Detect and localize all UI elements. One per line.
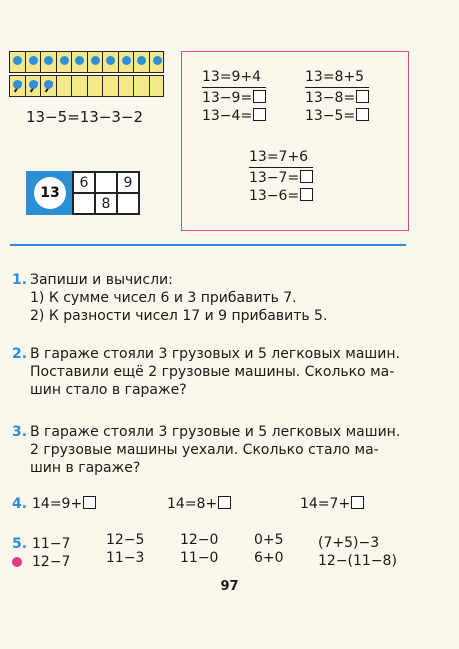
task-number: 5. <box>12 536 28 552</box>
counter-cell <box>71 51 87 73</box>
task-4-item <box>32 495 96 513</box>
equation-triad <box>305 68 369 125</box>
counter-cell <box>149 51 165 73</box>
task-4-number <box>12 495 30 513</box>
equation: 14=7+ <box>300 496 351 512</box>
task-text: шин стало в гараже? <box>30 382 187 398</box>
task-3 <box>12 423 400 477</box>
task-text: В гараже стояли 3 грузовых и 5 легковых машин. <box>30 346 400 362</box>
task-4-item <box>300 495 364 513</box>
task-number: 1. <box>12 272 28 288</box>
answer-box[interactable] <box>300 188 313 201</box>
task-number: 4. <box>12 496 28 512</box>
equation: 14=9+ <box>32 496 83 512</box>
composition-cell <box>95 172 117 193</box>
counter-cell <box>102 51 118 73</box>
answer-box[interactable] <box>218 496 231 509</box>
counter-cell <box>102 75 118 97</box>
task-text: В гараже стояли 3 грузовые и 5 легковых машин. <box>30 424 401 440</box>
composition-cell <box>73 193 95 214</box>
answer-box[interactable] <box>300 170 313 183</box>
answer-box[interactable] <box>83 496 96 509</box>
expression: 12−(11−8) <box>318 553 397 569</box>
top-equation: 13−5=13−3−2 <box>26 108 144 126</box>
task-1 <box>12 271 327 325</box>
counter-cell <box>25 75 41 97</box>
counter-grid-row-top <box>9 51 175 75</box>
counter-grid-row-bottom <box>9 75 175 99</box>
expression: 11−7 <box>32 536 71 552</box>
counter-cell <box>56 75 72 97</box>
counter-cell <box>71 75 87 97</box>
number-badge: 13 <box>34 177 66 209</box>
counter-cell <box>87 75 103 97</box>
triad-sum: 13=8+5 <box>305 68 369 88</box>
task-text: Поставили ещё 2 грузовые машины. Сколько ма- <box>30 364 395 380</box>
counter-cell <box>87 51 103 73</box>
expression: (7+5)−3 <box>318 535 380 551</box>
expression: 12−7 <box>32 554 71 570</box>
task-5-number <box>12 535 30 553</box>
answer-box[interactable] <box>356 90 369 103</box>
extra-task-marker <box>12 557 22 567</box>
equation: 14=8+ <box>167 496 218 512</box>
expression: 12−5 <box>106 532 145 548</box>
counter-cell <box>118 75 134 97</box>
triad-sum: 13=9+4 <box>202 68 266 88</box>
task-item: 2) К разности чисел 17 и 9 прибавить 5. <box>30 308 328 324</box>
counter-cell <box>118 51 134 73</box>
task-number: 2. <box>12 346 28 362</box>
counter-cell <box>149 75 165 97</box>
counter-cell <box>40 51 56 73</box>
composition-cell: 9 <box>117 172 139 193</box>
triad-sum: 13=7+6 <box>249 148 313 168</box>
answer-box[interactable] <box>356 108 369 121</box>
composition-cell: 8 <box>95 193 117 214</box>
triad-diff: 13−8= <box>305 90 356 106</box>
counter-cell <box>133 51 149 73</box>
task-4-item <box>167 495 231 513</box>
task-text: шин в гараже? <box>30 460 141 476</box>
counter-cell <box>25 51 41 73</box>
task-item: 1) К сумме чисел 6 и 3 прибавить 7. <box>30 290 297 306</box>
expression: 0+5 <box>254 532 284 548</box>
answer-box[interactable] <box>253 90 266 103</box>
expression: 11−3 <box>106 550 145 566</box>
task-text: Запиши и вычисли: <box>30 272 173 288</box>
composition-cell <box>117 193 139 214</box>
composition-grid <box>72 171 140 215</box>
answer-box[interactable] <box>351 496 364 509</box>
task-number: 3. <box>12 424 28 440</box>
expression: 11−0 <box>180 550 219 566</box>
triad-diff: 13−5= <box>305 108 356 124</box>
task-text: 2 грузовые машины уехали. Сколько стало ма- <box>30 442 379 458</box>
counter-cell <box>133 75 149 97</box>
counter-cell <box>40 75 56 97</box>
expression: 12−0 <box>180 532 219 548</box>
triad-diff: 13−4= <box>202 108 253 124</box>
equation-triad <box>249 148 313 205</box>
triad-diff: 13−7= <box>249 170 300 186</box>
extra-task-dot <box>12 553 29 571</box>
counter-cell <box>9 51 25 73</box>
task-2 <box>12 345 400 399</box>
page-number: 97 <box>220 579 239 594</box>
answer-box[interactable] <box>253 108 266 121</box>
section-divider <box>10 244 406 246</box>
composition-cell: 6 <box>73 172 95 193</box>
counter-cell <box>9 75 25 97</box>
triad-diff: 13−6= <box>249 188 300 204</box>
equation-triad <box>202 68 266 125</box>
expression: 6+0 <box>254 550 284 566</box>
counter-grid <box>9 51 175 99</box>
counter-cell <box>56 51 72 73</box>
triad-diff: 13−9= <box>202 90 253 106</box>
